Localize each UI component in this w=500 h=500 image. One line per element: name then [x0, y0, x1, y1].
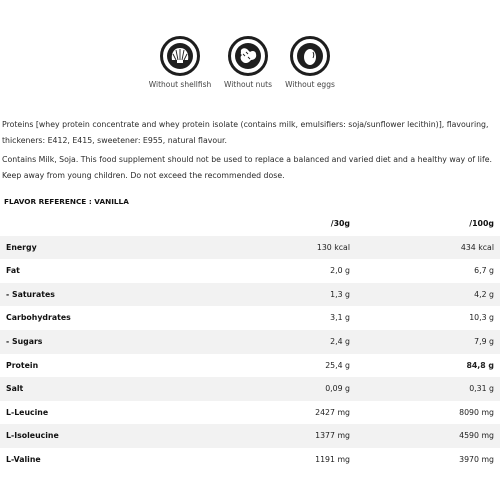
table-row	[0, 354, 500, 378]
row-label: L-Isoleucine	[6, 431, 59, 441]
row-label: Energy	[6, 242, 37, 252]
row-label: - Saturates	[6, 289, 55, 299]
icon-label: Without nuts	[223, 80, 273, 89]
row-per-100g: 84,8 g	[466, 360, 494, 370]
row-label: L-Leucine	[6, 407, 49, 417]
row-label: - Sugars	[6, 336, 43, 346]
allergen-icons	[0, 36, 500, 96]
flavor-reference: FLAVOR REFERENCE : VANILLA	[4, 197, 129, 206]
row-label: Carbohydrates	[6, 313, 71, 323]
table-row	[0, 283, 500, 307]
row-per-30g: 1,3 g	[330, 289, 350, 299]
row-per-30g: 1191 mg	[315, 454, 350, 464]
row-label: L-Valine	[6, 454, 41, 464]
table-row	[0, 377, 500, 401]
table-row	[0, 448, 500, 472]
eggs-icon	[290, 36, 330, 76]
icon-label: Without shellfish	[148, 80, 212, 89]
nuts-icon	[228, 36, 268, 76]
row-per-30g: 2427 mg	[315, 407, 350, 417]
row-label: Protein	[6, 360, 39, 370]
nutrition-table	[0, 212, 500, 472]
icon-label: Without eggs	[285, 80, 335, 89]
row-per-30g: 2,4 g	[330, 336, 350, 346]
row-per-30g: 3,1 g	[330, 313, 350, 323]
row-per-100g: 0,31 g	[469, 384, 494, 394]
table-row	[0, 236, 500, 260]
header-per-100g: /100g	[469, 219, 494, 228]
warning-text: Contains Milk, Soja. This food supplement should not be used to replace a balanced and varied diet and a healthy way of life. Keep away from young children. Do not exceed the recommended dose.	[2, 155, 492, 180]
row-per-100g: 6,7 g	[474, 266, 494, 276]
row-per-30g: 130 kcal	[316, 242, 350, 252]
row-per-100g: 3970 mg	[459, 454, 494, 464]
header-per-30g: /30g	[330, 219, 350, 228]
table-header-row	[0, 212, 500, 236]
row-per-30g: 2,0 g	[330, 266, 350, 276]
row-per-30g: 1377 mg	[315, 431, 350, 441]
row-label: Salt	[6, 384, 24, 394]
table-row	[0, 330, 500, 354]
row-per-100g: 4,2 g	[474, 289, 494, 299]
row-per-100g: 4590 mg	[459, 431, 494, 441]
row-per-30g: 0,09 g	[325, 384, 350, 394]
table-row	[0, 424, 500, 448]
table-row	[0, 306, 500, 330]
row-per-100g: 7,9 g	[474, 336, 494, 346]
row-per-30g: 25,4 g	[325, 360, 350, 370]
row-per-100g: 10,3 g	[469, 313, 494, 323]
row-per-100g: 8090 mg	[459, 407, 494, 417]
without-eggs-badge	[265, 36, 355, 89]
shellfish-icon	[160, 36, 200, 76]
row-per-100g: 434 kcal	[460, 242, 494, 252]
table-row	[0, 259, 500, 283]
ingredients-text: Proteins [whey protein concentrate and whey protein isolate (contains milk, emulsifiers: soja/sunflower lecithin)], flavouring, thickeners: E412, E415, sweetener: E955, natural flavour.	[2, 120, 489, 145]
table-row	[0, 401, 500, 425]
row-label: Fat	[6, 266, 20, 276]
